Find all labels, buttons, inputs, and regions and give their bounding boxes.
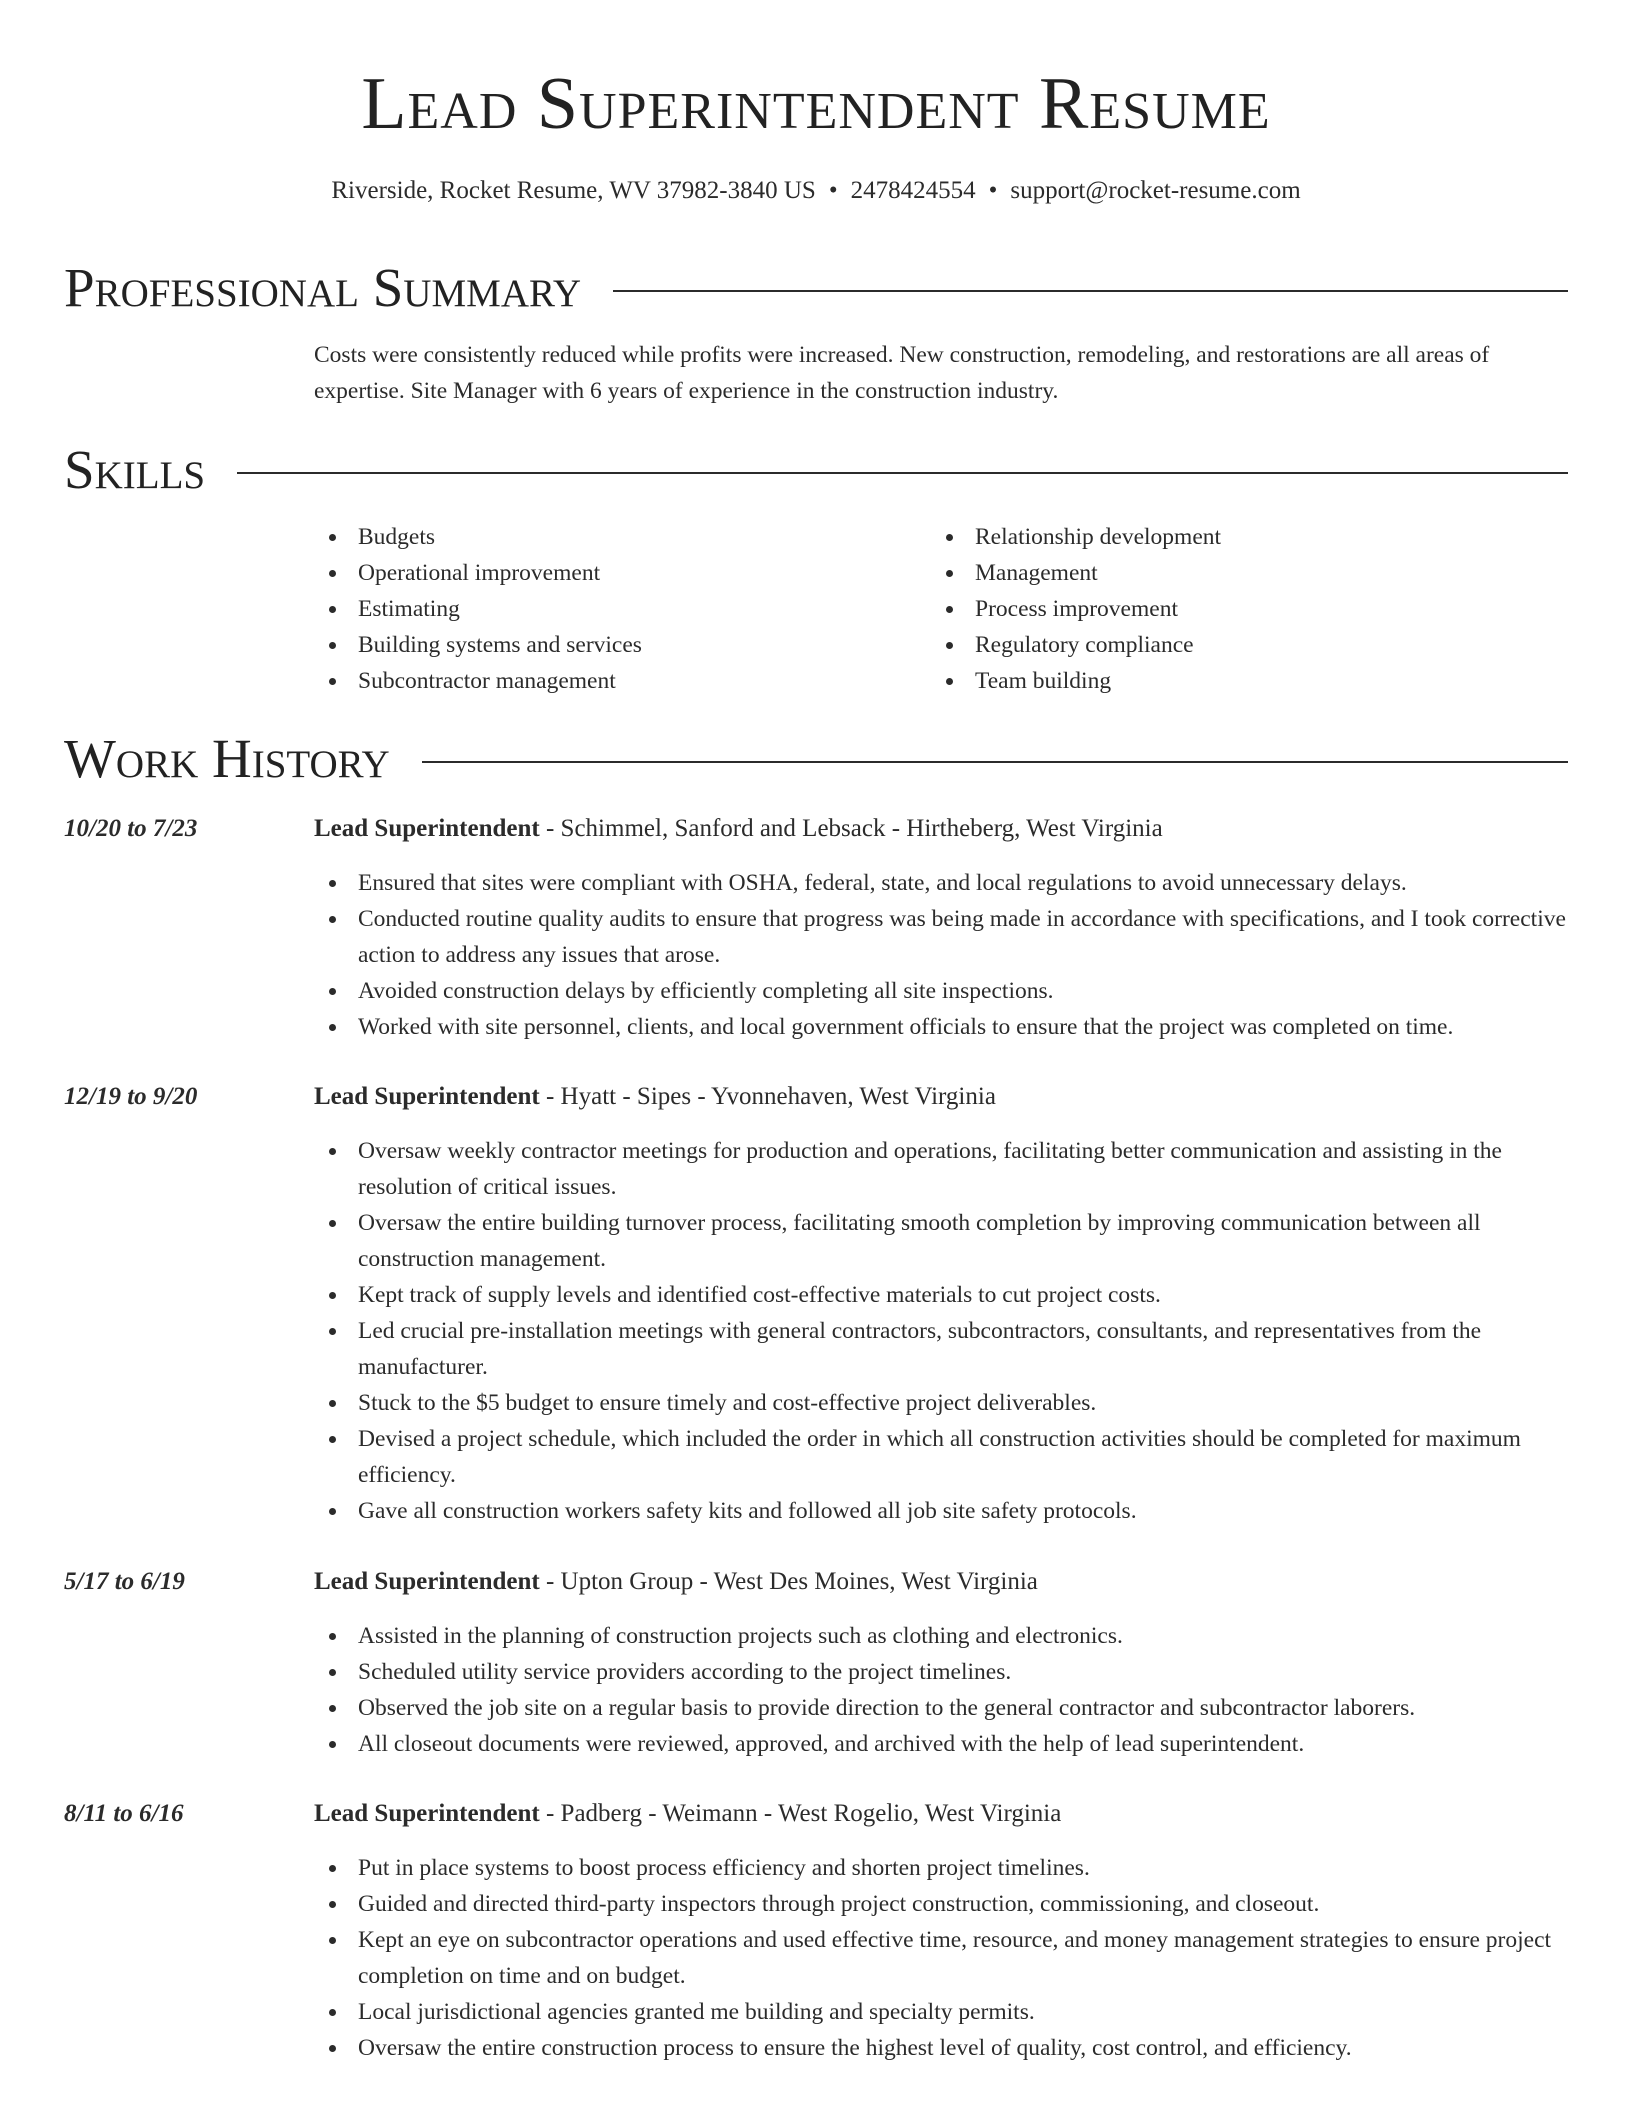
job-dates: 10/20 to 7/23 [64, 815, 198, 842]
skill-item: Budgets [314, 519, 931, 555]
job-bullet: Stuck to the $5 budget to ensure timely and cost-effective project deliverables. [314, 1385, 1568, 1421]
contact-phone: 2478424554 [850, 177, 976, 204]
job-bullet: Scheduled utility service providers according to the project timelines. [314, 1654, 1568, 1690]
job-employer: - Hyatt - Sipes - Yvonnehaven, West Virginia [539, 1083, 996, 1110]
job-bullet: Conducted routine quality audits to ensure that progress was being made in accordance with specifications, and I took corrective action to address any issues that arose. [314, 901, 1568, 973]
job-bullet: Ensured that sites were compliant with OSHA, federal, state, and local regulations to avoid unnecessary delays. [314, 865, 1568, 901]
job-bullet: Devised a project schedule, which included the order in which all construction activities should be completed for maximum efficiency. [314, 1421, 1568, 1493]
contact-separator: • [828, 177, 838, 204]
job-employer: - Upton Group - West Des Moines, West Virginia [539, 1568, 1038, 1595]
summary-text: Costs were consistently reduced while profits were increased. New construction, remodeling, and restorations are all areas of expertise. Site Manager with 6 years of experience in the construction industry. [314, 342, 1490, 404]
contact-email: support@rocket-resume.com [1010, 177, 1301, 204]
job-bullet: Kept an eye on subcontractor operations and used effective time, resource, and money management strategies to ensure project completion on time and on budget. [314, 1922, 1568, 1994]
skill-item: Relationship development [931, 519, 1548, 555]
job-role: Lead Superintendent [314, 815, 540, 842]
summary-heading: Professional Summary [64, 257, 582, 318]
resume-title: Lead Superintendent Resume [361, 63, 1271, 145]
job-role: Lead Superintendent [314, 1800, 540, 1827]
skills-heading: Skills [64, 439, 206, 500]
job-heading [314, 1564, 1568, 1600]
section-divider [422, 761, 1568, 763]
skill-item: Team building [931, 663, 1548, 699]
job-bullet: Gave all construction workers safety kits and followed all job site safety protocols. [314, 1493, 1568, 1529]
job-bullet: All closeout documents were reviewed, approved, and archived with the help of lead superintendent. [314, 1726, 1568, 1762]
skill-item: Management [931, 555, 1548, 591]
job-bullets [314, 865, 1568, 1045]
contact-address: Riverside, Rocket Resume, WV 37982-3840 US [331, 177, 816, 204]
skill-item: Operational improvement [314, 555, 931, 591]
job-bullet: Avoided construction delays by efficiently completing all site inspections. [314, 973, 1568, 1009]
job-bullet: Observed the job site on a regular basis to provide direction to the general contractor and subcontractor laborers. [314, 1690, 1568, 1726]
job-bullet: Oversaw the entire building turnover process, facilitating smooth completion by improving communication between all construction management. [314, 1205, 1568, 1277]
job-employer: - Schimmel, Sanford and Lebsack - Hirtheberg, West Virginia [539, 815, 1163, 842]
job-bullets [314, 1850, 1568, 2066]
job-bullet: Worked with site personnel, clients, and local government officials to ensure that the project was completed on time. [314, 1009, 1568, 1045]
job-role: Lead Superintendent [314, 1083, 540, 1110]
skills-list [314, 519, 1568, 699]
work-heading: Work History [64, 728, 390, 789]
job-dates: 12/19 to 9/20 [64, 1083, 198, 1110]
skill-item: Subcontractor management [314, 663, 931, 699]
skills-section-header [64, 440, 1568, 500]
job-bullet: Led crucial pre-installation meetings with general contractors, subcontractors, consultants, and representatives from the manufacturer. [314, 1313, 1568, 1385]
skills-column-left [314, 519, 931, 699]
job-role: Lead Superintendent [314, 1568, 540, 1595]
skill-item: Building systems and services [314, 627, 931, 663]
job-bullet: Local jurisdictional agencies granted me building and specialty permits. [314, 1994, 1568, 2030]
skill-item: Process improvement [931, 591, 1548, 627]
section-divider [237, 472, 1568, 474]
summary-section-header [64, 258, 1568, 318]
skill-item: Estimating [314, 591, 931, 627]
job-bullet: Kept track of supply levels and identified cost-effective materials to cut project costs. [314, 1277, 1568, 1313]
job-bullets [314, 1618, 1568, 1762]
job-bullet: Oversaw weekly contractor meetings for production and operations, facilitating better communication and assisting in the resolution of critical issues. [314, 1133, 1568, 1205]
job-bullet: Assisted in the planning of construction projects such as clothing and electronics. [314, 1618, 1568, 1654]
job-dates: 8/11 to 6/16 [64, 1800, 184, 1827]
skill-item: Regulatory compliance [931, 627, 1548, 663]
contact-line [0, 174, 1632, 208]
section-divider [613, 290, 1568, 292]
contact-separator: • [988, 177, 998, 204]
work-section-header [64, 729, 1568, 789]
job-bullet: Put in place systems to boost process efficiency and shorten project timelines. [314, 1850, 1568, 1886]
job-bullet: Oversaw the entire construction process to ensure the highest level of quality, cost control, and efficiency. [314, 2030, 1568, 2066]
job-bullets [314, 1133, 1568, 1529]
job-dates: 5/17 to 6/19 [64, 1568, 185, 1595]
job-heading [314, 1796, 1568, 1832]
job-employer: - Padberg - Weimann - West Rogelio, West Virginia [539, 1800, 1062, 1827]
job-heading [314, 1079, 1568, 1115]
skills-column-right [931, 519, 1548, 699]
job-bullet: Guided and directed third-party inspectors through project construction, commissioning, and closeout. [314, 1886, 1568, 1922]
job-heading [314, 811, 1568, 847]
